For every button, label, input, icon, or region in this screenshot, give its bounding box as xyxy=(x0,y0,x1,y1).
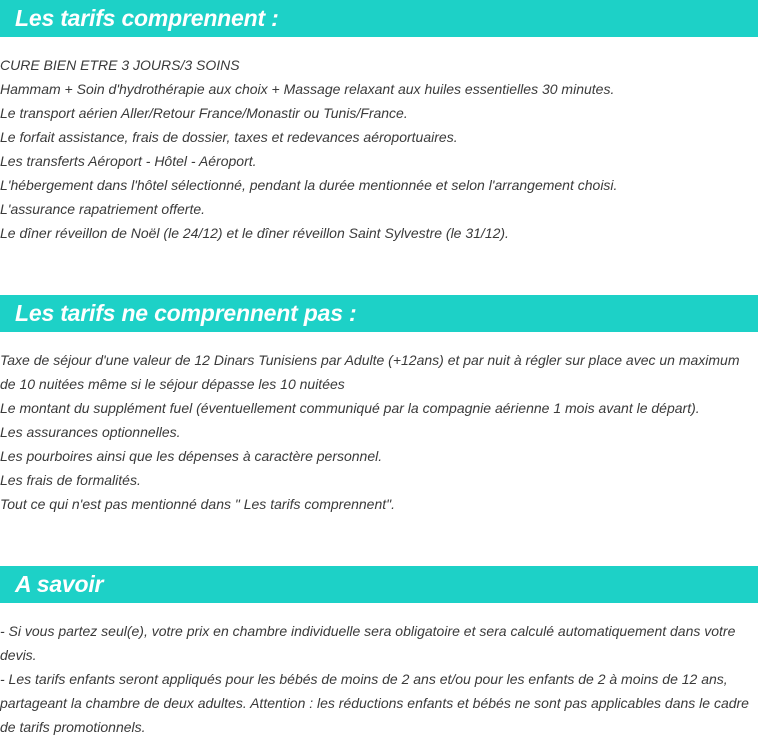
section-header-included xyxy=(0,0,758,37)
section-included xyxy=(0,0,758,245)
section-not-included xyxy=(0,295,758,516)
list-item: L'assurance rapatriement offerte. xyxy=(0,201,206,217)
list-item: Hammam + Soin d'hydrothérapie aux choix + Massage relaxant aux huiles essentielles 30 minutes. xyxy=(0,81,615,97)
good-to-know-list xyxy=(0,619,758,739)
list-item: Le transport aérien Aller/Retour France/Monastir ou Tunis/France. xyxy=(0,105,408,121)
list-item: CURE BIEN ETRE 3 JOURS/3 SOINS xyxy=(0,57,240,73)
section-header-not-included xyxy=(0,295,758,332)
section-good-to-know xyxy=(0,566,758,739)
list-item: Tout ce qui n'est pas mentionné dans " Les tarifs comprennent". xyxy=(0,496,395,512)
list-item: Taxe de séjour d'une valeur de 12 Dinars Tunisiens par Adulte (+12ans) et par nuit à régler sur place avec un maximum de 10 nuitées même si le séjour dépasse les 10 nuitées xyxy=(0,352,740,392)
included-list xyxy=(0,53,758,245)
section-title-included: Les tarifs comprennent : xyxy=(15,5,279,31)
list-item: Le montant du supplément fuel (éventuellement communiqué par la compagnie aérienne 1 mois avant le départ). xyxy=(0,400,700,416)
list-item: L'hébergement dans l'hôtel sélectionné, pendant la durée mentionnée et selon l'arrangement choisi. xyxy=(0,177,618,193)
section-title-not-included: Les tarifs ne comprennent pas : xyxy=(15,300,357,326)
list-item: - Si vous partez seul(e), votre prix en chambre individuelle sera obligatoire et sera calculé automatiquement dans votre devis. xyxy=(0,623,736,663)
list-item: Le forfait assistance, frais de dossier, taxes et redevances aéroportuaires. xyxy=(0,129,458,145)
list-item: Le dîner réveillon de Noël (le 24/12) et le dîner réveillon Saint Sylvestre (le 31/12). xyxy=(0,225,509,241)
not-included-list xyxy=(0,348,758,516)
section-title-good-to-know: A savoir xyxy=(15,571,104,597)
list-item: - Les tarifs enfants seront appliqués pour les bébés de moins de 2 ans et/ou pour les enfants de 2 à moins de 12 ans, partageant la chambre de deux adultes. Attention : les réductions enfants et bébés ne sont pas applicables dans le cadre de tarifs promotionnels. xyxy=(0,671,749,735)
section-header-good-to-know xyxy=(0,566,758,603)
list-item: Les pourboires ainsi que les dépenses à caractère personnel. xyxy=(0,448,383,464)
list-item: Les transferts Aéroport - Hôtel - Aéroport. xyxy=(0,153,257,169)
list-item: Les assurances optionnelles. xyxy=(0,424,181,440)
list-item: Les frais de formalités. xyxy=(0,472,141,488)
